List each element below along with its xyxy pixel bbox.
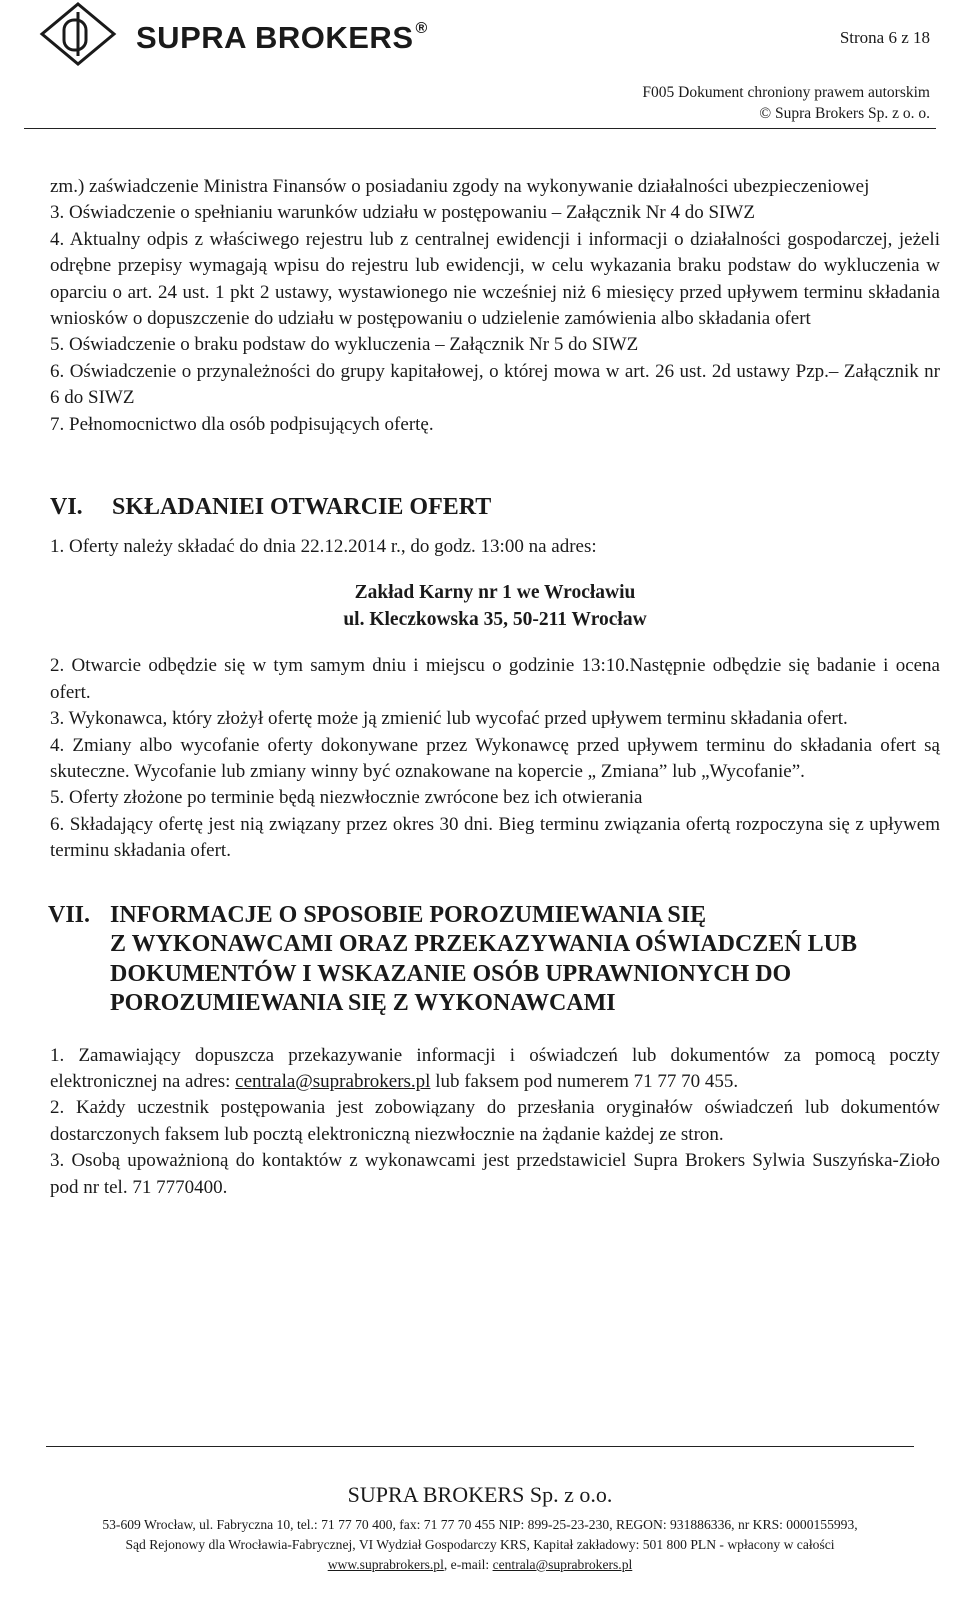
section-6-heading: [50, 492, 940, 522]
footer-website-link[interactable]: www.suprabrokers.pl: [327, 1557, 444, 1572]
section-number: VII.: [48, 901, 91, 928]
section-number: VI.: [50, 494, 83, 521]
contact-email-link[interactable]: centrala@suprabrokers.pl: [235, 1070, 431, 1092]
document-body: [50, 174, 940, 1201]
list-item: 2. Otwarcie odbędzie się w tym samym dniu i miejscu o godzinie 13:10.Następnie odbędzie się badanie i ocena ofert.: [50, 655, 940, 703]
list-item: 3. Wykonawca, który złożył ofertę może ją zmienić lub wycofać przed upływem terminu składania ofert.: [50, 708, 848, 730]
footer-contact-line: www.suprabrokers.pl, e-mail: centrala@suprabrokers.pl: [327, 1557, 633, 1572]
address-line: ul. Kleczkowska 35, 50-211 Wrocław: [343, 608, 647, 630]
body-paragraph: 5. Oświadczenie o braku podstaw do wykluczenia – Załącznik Nr 5 do SIWZ: [50, 334, 639, 356]
section-title: SKŁADANIEI OTWARCIE OFERT: [112, 494, 492, 521]
footer-divider: [46, 1446, 914, 1447]
copyright-line: © Supra Brokers Sp. z o. o.: [759, 105, 930, 122]
logo-diamond-icon: [38, 2, 128, 66]
page-number: Strona 6 z 18: [839, 28, 930, 47]
body-paragraph: 7. Pełnomocnictwo dla osób podpisujących ofertę.: [50, 413, 434, 435]
address-line: Zakład Karny nr 1 we Wrocławiu: [354, 582, 636, 604]
page-header: [0, 0, 960, 134]
footer-company-name: SUPRA BROKERS Sp. z o.o.: [347, 1482, 613, 1507]
header-copyright-note: [642, 82, 930, 124]
list-item: 5. Oferty złożone po terminie będą niezwłocznie zwrócone bez ich otwierania: [50, 787, 643, 809]
body-paragraph: 3. Oświadczenie o spełnianiu warunków udziału w postępowaniu – Załącznik Nr 4 do SIWZ: [50, 202, 755, 224]
registered-mark: ®: [415, 20, 428, 37]
body-paragraph: 6. Oświadczenie o przynależności do grupy kapitałowej, o której mowa w art. 26 ust. 2d ustawy Pzp.– Załącznik nr 6 do SIWZ: [50, 360, 940, 409]
company-logo: [38, 2, 458, 66]
footer-registry-line: Sąd Rejonowy dla Wrocławia-Fabrycznej, VI Wydział Gospodarczy KRS, Kapitał zakładowy: 501 800 PLN - wpłacony w całości: [125, 1537, 835, 1552]
list-item: 4. Zmiany albo wycofanie oferty dokonywane przez Wykonawcę przed upływem terminu do składania ofert są skuteczne. Wycofanie lub zmiany winny być oznakowane na kopercie „ Zmiana” lub „Wycofanie”.: [50, 734, 940, 782]
section-7-heading: [48, 901, 940, 1019]
footer-address-line: 53-609 Wrocław, ul. Fabryczna 10, tel.: 71 77 70 400, fax: 71 77 70 455 NIP: 899-25-23-230, REGON: 931886336, nr KRS: 0000155993,: [102, 1517, 858, 1532]
logo-text: SUPRA BROKERS ®: [136, 20, 428, 55]
section-title: INFORMACJE O SPOSOBIE POROZUMIEWANIA SIĘ Z WYKONAWCAMI ORAZ PRZEKAZYWANIA OŚWIADCZEŃ LUB DOKUMENTÓW I WSKAZANIE OSÓB UPRAWNIONYCH DO POROZUMIEWANIA SIĘ Z WYKONAWCAMI: [110, 901, 857, 1017]
doc-code: F005 Dokument chroniony prawem autorskim: [642, 84, 930, 101]
list-item: 1. Oferty należy składać do dnia 22.12.2014 r., do godz. 13:00 na adres:: [50, 536, 597, 558]
body-paragraph: zm.) zaświadczenie Ministra Finansów o posiadaniu zgody na wykonywanie działalności ubezpieczeniowej: [50, 176, 870, 197]
list-item: 1. Zamawiający dopuszcza przekazywanie informacji i oświadczeń lub dokumentów za pomocą poczty elektronicznej na adres: centrala@suprabrokers.pl lub faksem pod numerem 71 77 70 455.: [50, 1044, 940, 1092]
header-divider: [24, 128, 936, 129]
list-item: 6. Składający ofertę jest nią związany przez okres 30 dni. Bieg terminu związania ofertą rozpoczyna się z upływem terminu składania ofert.: [50, 813, 940, 862]
footer-email-link[interactable]: centrala@suprabrokers.pl: [492, 1557, 633, 1572]
list-item: 3. Osobą upoważnioną do kontaktów z wykonawcami jest przedstawiciel Supra Brokers Sylwia Suszyńska-Zioło pod nr tel. 71 7770400.: [50, 1150, 940, 1198]
body-paragraph: 4. Aktualny odpis z właściwego rejestru lub z centralnej ewidencji i informacji o działalności gospodarczej, jeżeli odrębne przepisy wymagają wpisu do rejestru lub ewidencji, w celu wykazania braku podstaw do wykluczenia w oparciu o art. 24 ust. 1 pkt 2 ustawy, wystawionego nie wcześniej niż 6 miesięcy przed upływem terminu składania wniosków o dopuszczenie do udziału w postępowaniu o udzielenie zamówienia albo składania ofert: [50, 228, 940, 330]
list-item: 2. Każdy uczestnik postępowania jest zobowiązany do przesłania oryginałów oświadczeń lub dokumentów dostarczonych faksem lub pocztą elektroniczną niezwłocznie na żądanie każdej ze stron.: [50, 1097, 940, 1145]
page-footer: [0, 1446, 960, 1598]
